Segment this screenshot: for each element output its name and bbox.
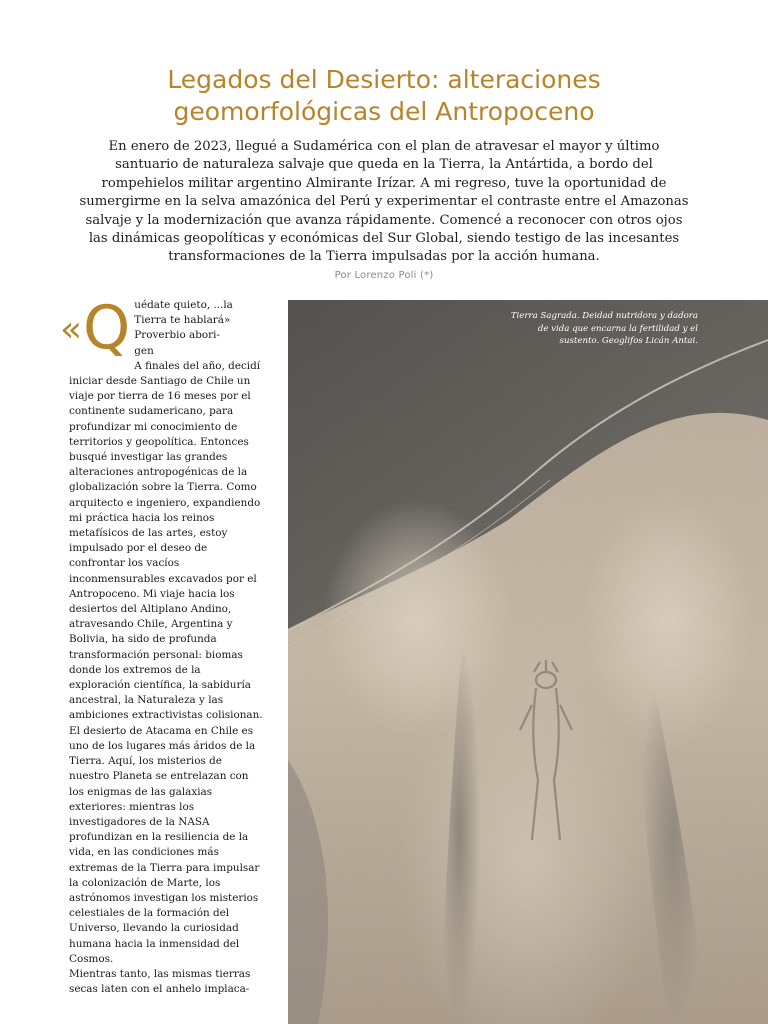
drop-cap-letter: Q	[83, 293, 131, 363]
epigraph-line: uédate quieto, ...la	[134, 299, 233, 311]
drop-cap	[60, 293, 131, 363]
drop-cap-quote: «	[60, 309, 83, 350]
title-line-1: Legados del Desierto: alteraciones	[167, 65, 601, 94]
body-paragraph: Mientras tanto, las mismas tierras secas laten con el anhelo implaca-	[69, 967, 251, 996]
lead-paragraph: En enero de 2023, llegué a Sudamérica con el plan de atravesar el mayor y último santuario de naturaleza salvaje que queda en la Tierra, la Antártida, a bordo del rompehielos militar argentino Almirante Irízar. A mi regreso, tuve la oportunidad de sumergirme en la selva amazónica del Perú y experimentar el contraste entre el Amazonas salvaje y la modernización que avanza rápidamente. Comencé a reconocer con otros ojos las dinámicas geopolíticas y económicas del Sur Global, siendo testigo de las incesantes transformaciones de la Tierra impulsadas por la acción humana.	[79, 139, 689, 265]
article-title	[0, 64, 768, 128]
epigraph-line: Tierra te hablará»	[134, 314, 231, 327]
body-paragraph: El desierto de Atacama en Chile es uno de los lugares más áridos de la Tierra. Aquí, los misterios de nuestro Planeta se entrelazan con los enigmas de las galaxias exteriores: mientras los investigadores de la NASA profundizan en la resiliencia de la vida, en las condiciones más extremas de la Tierra para impulsar la colonización de Marte, los astrónomos investigan los misterios celestiales de la formación del Universo, llevando la curiosidad humana hacia la inmensidad del Cosmos.	[69, 724, 260, 965]
byline: Por Lorenzo Poli (*)	[334, 270, 434, 281]
photo-caption: Tierra Sagrada. Deidad nutridora y dadora de vida que encarna la fertilidad y el sustento. Geoglifos Licán Antai.	[510, 311, 698, 346]
epigraph-line: gen	[134, 344, 154, 357]
photo-illustration	[288, 300, 768, 1024]
body-paragraph: A finales del año, decidí iniciar desde Santiago de Chile un viaje por tierra de 16 meses por el continente sudamericano, para profundizar mi conocimiento de territorios y geopolítica. Entonces busqué investigar las grandes alteraciones antropogénicas de la globalización sobre la Tierra. Como arquitecto e ingeniero, expandiendo mi práctica hacia los reinos metafísicos de las artes, estoy impulsado por el deseo de confrontar los vacíos inconmensurables excavados por el Antropoceno. Mi viaje hacia los desiertos del Altiplano Andino, atravesando Chile, Argentina y Bolivia, ha sido de profunda transformación personal: biomas donde los extremos de la exploración científica, la sabiduría ancestral, la Naturaleza y las ambiciones extractivistas colisionan.	[69, 359, 263, 722]
body-column	[60, 293, 265, 997]
photo-grain	[288, 300, 768, 1024]
epigraph-line: Proverbio abori-	[134, 329, 220, 342]
geoglyph-aerial-photo	[288, 300, 768, 1024]
title-line-2: geomorfológicas del Antropoceno	[173, 97, 595, 126]
